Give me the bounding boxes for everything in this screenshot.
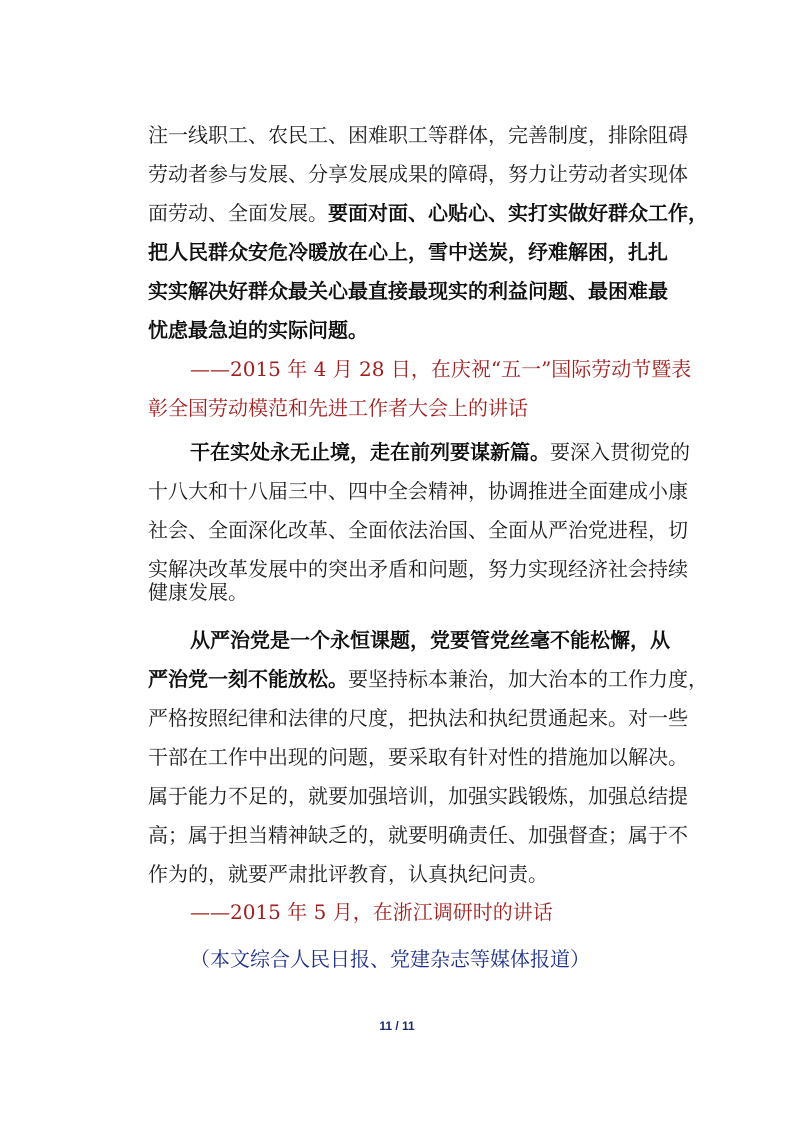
bold-text-line: 实实解决好群众最关心最直接最现实的利益问题、最困难最 (148, 279, 668, 303)
bold-text-line: 从严治党是一个永恒课题，党要管党丝毫不能松懈，从 (190, 628, 670, 652)
text-line (148, 665, 708, 693)
text-line (148, 199, 708, 227)
text-line: 属于能力不足的，就要加强培训，加强实践锻炼，加强总结提 (148, 784, 688, 808)
source-line: ——2015 年 4 月 28 日，在庆祝“五一”国际劳动节暨表 (190, 357, 692, 381)
bold-text-segment: 要面对面、心贴心、实打实做好群众工作， (328, 201, 708, 225)
text-segment: 面劳动、全面发展。 (148, 201, 328, 225)
text-line: 劳动者参与发展、分享发展成果的障碍，努力让劳动者实现体 (148, 162, 688, 186)
page-number: 11 / 11 (379, 1019, 415, 1033)
text-segment: 要坚持标本兼治，加大治本的工作力度， (348, 667, 708, 691)
media-note: （本文综合人民日报、党建杂志等媒体报道） (190, 947, 590, 971)
source-line: 彰全国劳动模范和先进工作者大会上的讲话 (148, 396, 528, 420)
text-line: 干部在工作中出现的问题，要采取有针对性的措施加以解决。 (148, 745, 688, 769)
bold-text-segment: 干在实处永无止境，走在前列要谋新篇。 (190, 440, 550, 464)
text-line: 高；属于担当精神缺乏的，就要明确责任、加强督查；属于不 (148, 823, 688, 847)
text-line: 严格按照纪律和法律的尺度，把执法和执纪贯通起来。对一些 (148, 706, 688, 730)
text-line: 健康发展。 (148, 580, 248, 604)
text-line: 作为的，就要严肃批评教育，认真执纪问责。 (148, 862, 548, 886)
text-line: 十八大和十八届三中、四中全会精神，协调推进全面建成小康 (148, 479, 688, 503)
text-line: 社会、全面深化改革、全面依法治国、全面从严治党进程，切 (148, 518, 688, 542)
text-line (190, 438, 690, 466)
bold-text-line: 忧虑最急迫的实际问题。 (148, 318, 368, 342)
text-line: 注一线职工、农民工、困难职工等群体，完善制度，排除阻碍 (148, 123, 688, 147)
source-citation-zhejiang: ——2015 年 5 月，在浙江调研时的讲话 (190, 900, 553, 924)
bold-text-segment: 严治党一刻不能放松。 (148, 667, 348, 691)
bold-text-line: 把人民群众安危冷暖放在心上，雪中送炭，纾难解困，扎扎 (148, 240, 668, 264)
text-line: 实解决改革发展中的突出矛盾和问题，努力实现经济社会持续 (148, 557, 688, 581)
text-segment: 要深入贯彻党的 (550, 440, 690, 464)
